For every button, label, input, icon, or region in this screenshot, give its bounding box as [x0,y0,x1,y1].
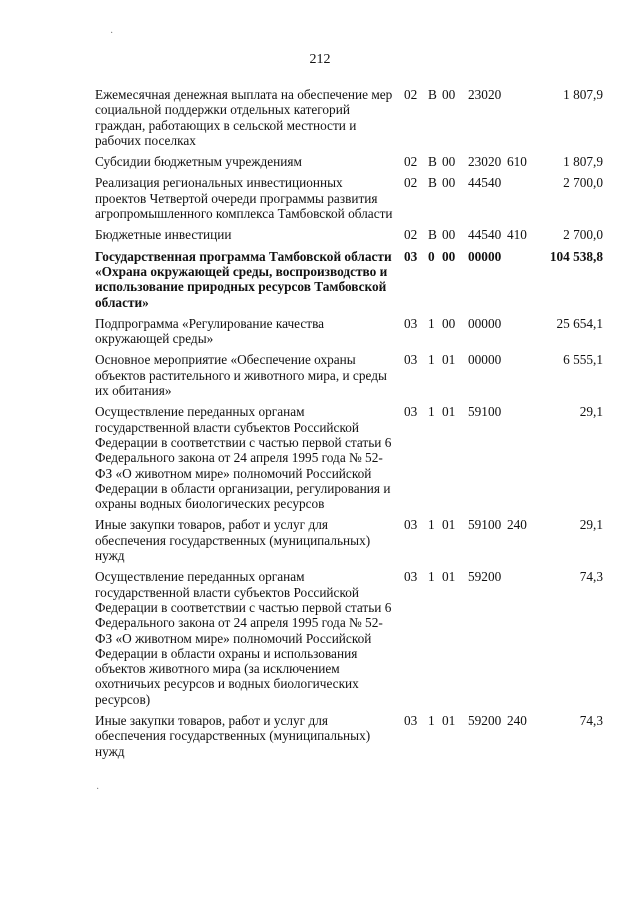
row-name: Подпрограмма «Регулирование качества окружающей среды» [95,315,325,347]
target-article-code [404,517,501,532]
target-article-code [404,404,501,419]
code-direction: 00000 [468,352,502,368]
table-row [0,175,640,221]
code-program: 03 [404,315,418,331]
table-row [0,87,640,148]
code-subprogram: В [428,227,437,243]
code-event: 00 [442,175,456,191]
code-subprogram: 1 [428,404,435,420]
code-event: 00 [442,227,456,243]
row-name: Субсидии бюджетным учреждениям [95,154,302,170]
code-subprogram: В [428,154,437,170]
code-subprogram: 1 [428,569,435,585]
code-program: 03 [404,569,418,585]
code-subprogram: В [428,87,437,102]
row-name: Иные закупки товаров, работ и услуг для обеспечения государственных (муниципальных) нужд [95,517,371,564]
code-direction: 44540 [468,175,502,191]
amount: 2 700,0 [563,227,603,243]
code-event: 01 [442,404,456,420]
scan-speck: · [110,28,114,39]
row-name: Осуществление переданных органам государственной власти субъектов Российской Федерации в соответствии с частью первой статьи 6 Федерального закона от 24 апреля 1995 года № 52-ФЗ «О животном мире» полномочий Российской Федерации в области охраны и использования объектов животного мира (за исключением охотничьих ресурсов и водных биологических ресурсов) [95,569,392,707]
code-direction: 44540 [468,227,502,243]
expense-type-code: 240 [507,517,527,533]
code-program: 03 [404,352,418,368]
target-article-code [404,316,501,331]
code-direction: 00000 [468,315,502,331]
row-name: Основное мероприятие «Обеспечение охраны объектов растительного и животного мира, и среды их обитания» [95,352,387,399]
row-name: Бюджетные инвестиции [95,227,232,243]
code-direction: 59100 [468,517,502,533]
amount: 6 555,1 [563,352,603,368]
scan-speck: · [96,784,100,795]
page-number: 212 [309,52,331,67]
code-program: 03 [404,404,418,420]
code-event: 01 [442,569,456,585]
expense-type-code: 410 [507,227,527,243]
code-subprogram: 1 [428,352,435,368]
code-program: 03 [404,517,418,533]
amount: 1 807,9 [563,87,603,102]
table-row [0,352,640,398]
code-direction: 23020 [468,87,502,102]
amount: 2 700,0 [563,175,603,191]
amount: 29,1 [579,517,603,533]
code-event: 01 [442,712,456,728]
code-subprogram: 1 [428,517,435,533]
table-row [0,713,640,759]
row-name: Иные закупки товаров, работ и услуг для обеспечения государственных (муниципальных) нужд [95,712,371,759]
amount: 1 807,9 [563,154,603,170]
code-subprogram: В [428,175,437,191]
code-event: 00 [442,315,456,331]
code-event: 01 [442,517,456,533]
code-direction: 59100 [468,404,502,420]
code-program: 02 [404,175,418,191]
table-row [0,404,640,511]
target-article-code [404,713,501,728]
target-article-code [404,249,501,264]
code-event: 00 [442,248,456,264]
code-program: 02 [404,227,418,243]
target-article-code [404,154,501,169]
code-direction: 23020 [468,154,502,170]
budget-table [0,87,640,765]
amount: 74,3 [579,569,603,585]
code-program: 02 [404,87,418,102]
code-direction: 59200 [468,569,502,585]
amount: 104 538,8 [549,248,603,264]
table-row [0,154,640,169]
code-event: 00 [442,87,456,102]
expense-type-code: 240 [507,712,527,728]
row-name: Реализация региональных инвестиционных проектов Четвертой очереди программы развития агропромышленного комплекса Тамбовской области [95,175,393,222]
amount: 29,1 [579,404,603,420]
table-row [0,227,640,242]
code-program: 02 [404,154,418,170]
table-row [0,569,640,707]
amount: 25 654,1 [556,315,603,331]
target-article-code [404,352,501,367]
table-row [0,249,640,310]
code-subprogram: 1 [428,315,435,331]
table-row [0,316,640,347]
code-direction: 00000 [468,248,502,264]
code-direction: 59200 [468,712,502,728]
target-article-code [404,227,501,242]
row-name: Ежемесячная денежная выплата на обеспечение мер социальной поддержки отдельных категорий граждан, работающих в сельской местности и рабочих поселках [95,87,393,148]
target-article-code [404,87,501,102]
code-event: 01 [442,352,456,368]
code-subprogram: 1 [428,712,435,728]
target-article-code [404,569,501,584]
amount: 74,3 [579,712,603,728]
table-row [0,517,640,563]
code-program: 03 [404,248,418,264]
code-subprogram: 0 [428,248,435,264]
code-program: 03 [404,712,418,728]
row-name: Государственная программа Тамбовской области «Охрана окружающей среды, воспроизводство и использование природных ресурсов Тамбовской области» [95,248,392,310]
target-article-code [404,175,501,190]
code-event: 00 [442,154,456,170]
row-name: Осуществление переданных органам государственной власти субъектов Российской Федерации в соответствии с частью первой статьи 6 Федерального закона от 24 апреля 1995 года № 52-ФЗ «О животном мире» полномочий Российской Федерации в области организации, регулирования и охраны водных биологических ресурсов [95,404,392,512]
expense-type-code: 610 [507,154,527,170]
